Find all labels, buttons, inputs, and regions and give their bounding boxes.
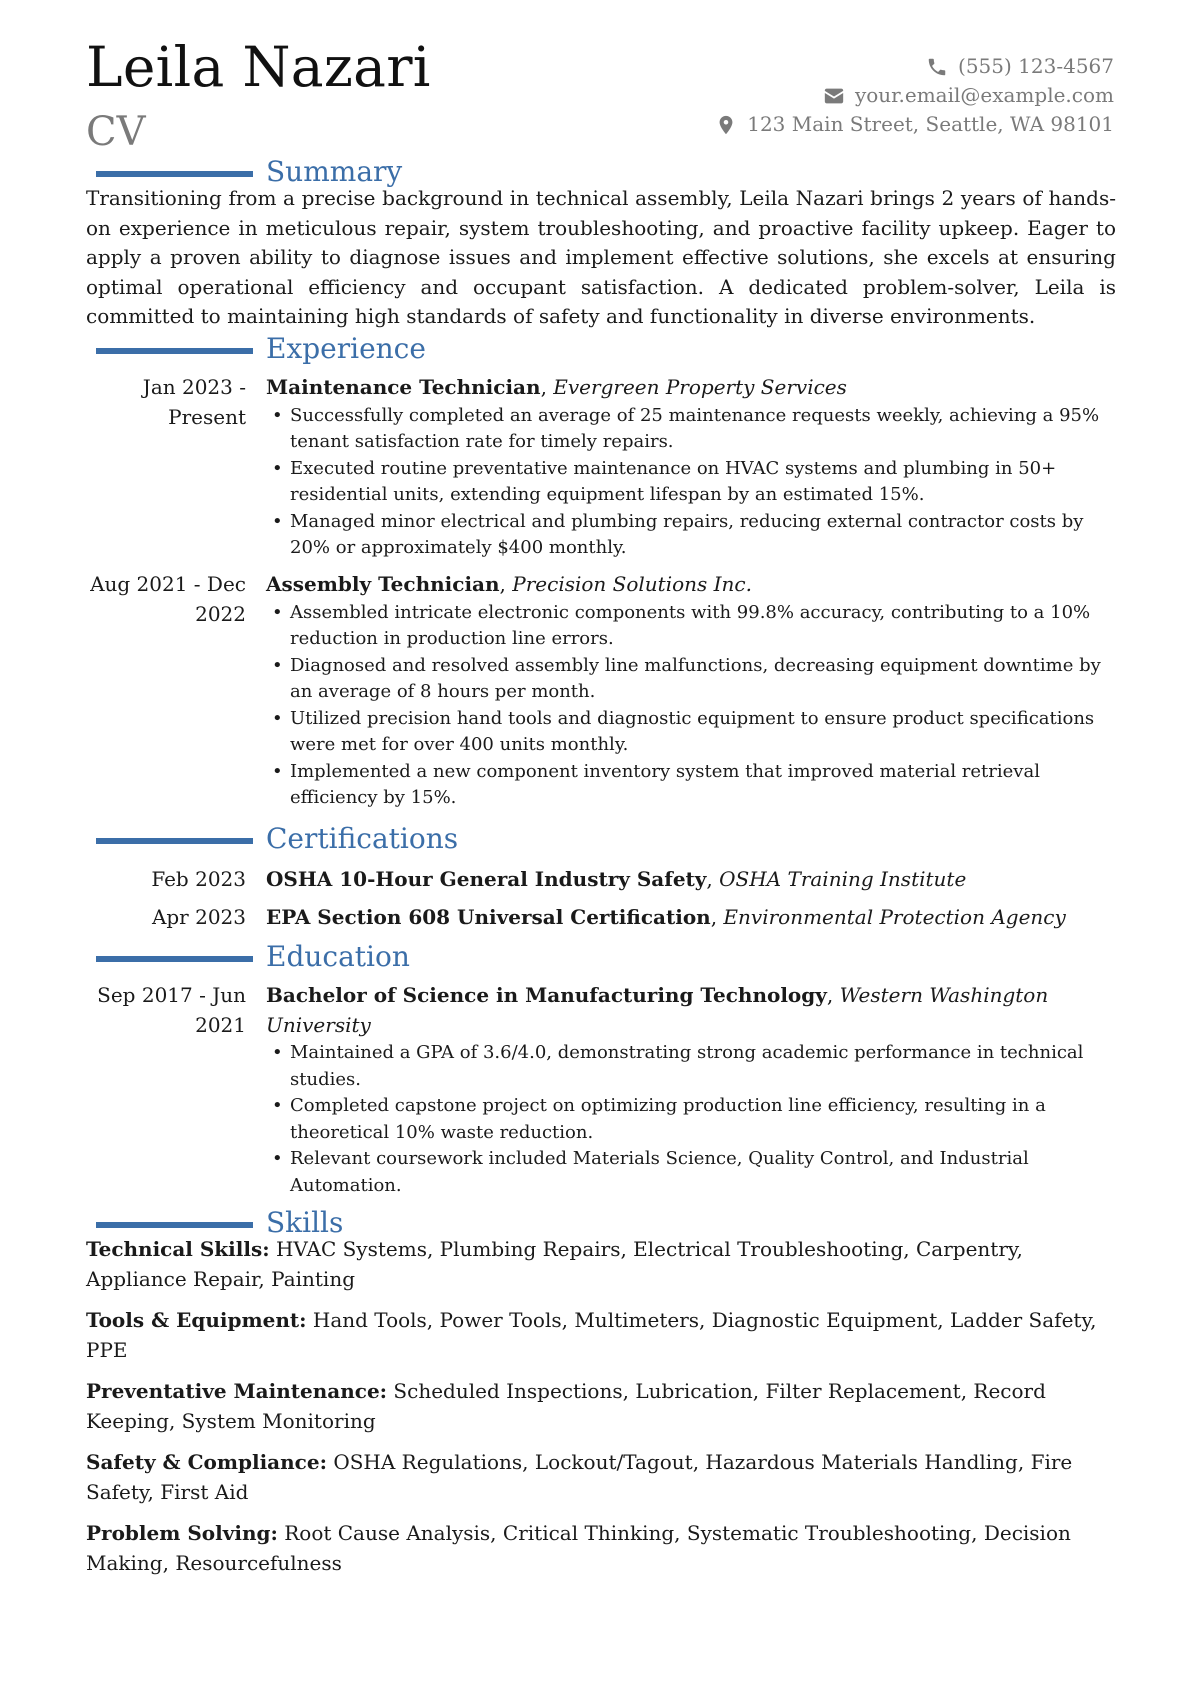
section-divider-bar	[96, 1222, 253, 1228]
certification-entry	[86, 902, 1116, 932]
skill-category: Problem Solving:	[86, 1521, 278, 1545]
skill-category: Safety & Compliance:	[86, 1450, 327, 1474]
skill-category: Technical Skills:	[86, 1237, 270, 1261]
entry-heading: Maintenance Technician, Evergreen Property Services	[266, 375, 847, 399]
contact-phone	[594, 52, 1114, 81]
section-divider-bar	[96, 838, 253, 844]
section-education-heading	[86, 940, 1116, 974]
entry-date: Sep 2017 - Jun 2021	[97, 983, 246, 1037]
bullet-item: • Diagnosed and resolved assembly line malfunctions, decreasing equipment downtime by an average of 8 hours per month.	[266, 653, 1108, 706]
entry-date: Feb 2023	[151, 867, 246, 891]
map-marker-icon	[715, 114, 737, 136]
bullet-item: • Implemented a new component inventory system that improved material retrieval efficiency by 15%.	[266, 759, 1108, 812]
section-certifications-heading	[86, 822, 1116, 856]
certification-entry	[86, 864, 1116, 894]
phone-text: (555) 123-4567	[958, 54, 1114, 78]
issuer-name: OSHA Training Institute	[719, 867, 967, 891]
section-title: Certifications	[266, 822, 459, 855]
skill-list: Scheduled Inspections, Lubrication, Filter Replacement, Record Keeping, System Monitoring	[86, 1379, 1046, 1433]
skill-list: Hand Tools, Power Tools, Multimeters, Diagnostic Equipment, Ladder Safety, PPE	[86, 1308, 1097, 1362]
job-title: Maintenance Technician	[266, 375, 541, 399]
employer-name: Precision Solutions Inc.	[512, 572, 752, 596]
entry-heading: EPA Section 608 Universal Certification, Environmental Protection Agency	[266, 905, 1066, 929]
envelope-icon	[823, 85, 845, 107]
candidate-name: Leila Nazari	[86, 35, 431, 99]
skill-list: Root Cause Analysis, Critical Thinking, Systematic Troubleshooting, Decision Making, Resourcefulness	[86, 1521, 1071, 1575]
phone-icon	[926, 56, 948, 78]
skill-group	[86, 1235, 1116, 1294]
skill-category: Preventative Maintenance:	[86, 1379, 388, 1403]
bullet-item: • Utilized precision hand tools and diagnostic equipment to ensure product specifications were met for over 400 units monthly.	[266, 706, 1108, 759]
skill-group	[86, 1306, 1116, 1365]
summary-text: Transitioning from a precise background in technical assembly, Leila Nazari brings 2 years of hands-on experience in meticulous repair, system troubleshooting, and proactive facility upkeep. Eager to apply a proven ability to diagnose issues and implement effective solutions, she excels at ensuring optimal operational efficiency and occupant satisfaction. A dedicated problem-solver, Leila is committed to maintaining high standards of safety and functionality in diverse environments.	[86, 186, 1116, 329]
skill-list: HVAC Systems, Plumbing Repairs, Electrical Troubleshooting, Carpentry, Appliance Repair, Painting	[86, 1237, 1023, 1291]
bullet-item: • Completed capstone project on optimizing production line efficiency, resulting in a theoretical 10% waste reduction.	[266, 1093, 1108, 1146]
skill-category: Tools & Equipment:	[86, 1308, 307, 1332]
bullet-item: • Assembled intricate electronic components with 99.8% accuracy, contributing to a 10% reduction in production line errors.	[266, 600, 1108, 653]
skill-list: OSHA Regulations, Lockout/Tagout, Hazardous Materials Handling, Fire Safety, First Aid	[86, 1450, 1073, 1504]
entry-date: Aug 2021 - Dec 2022	[90, 572, 246, 626]
skill-group	[86, 1377, 1116, 1436]
email-text: your.email@example.com	[854, 83, 1114, 107]
entry-heading: Bachelor of Science in Manufacturing Technology, Western Washington University	[266, 983, 1049, 1037]
bullet-list	[266, 1040, 1108, 1199]
employer-name: Evergreen Property Services	[553, 375, 847, 399]
entry-date: Jan 2023 - Present	[142, 375, 246, 429]
address-text: 123 Main Street, Seattle, WA 98101	[747, 112, 1114, 136]
skill-group	[86, 1448, 1116, 1507]
section-title: Education	[266, 940, 410, 973]
section-title: Experience	[266, 332, 426, 365]
contact-email	[594, 81, 1114, 110]
section-divider-bar	[96, 171, 253, 177]
entry-body	[266, 373, 1108, 562]
contact-address	[594, 110, 1114, 139]
entry-heading: OSHA 10-Hour General Industry Safety, OSHA Training Institute	[266, 867, 967, 891]
section-divider-bar	[96, 348, 253, 354]
certification-name: EPA Section 608 Universal Certification	[266, 905, 711, 929]
bullet-item: • Executed routine preventative maintenance on HVAC systems and plumbing in 50+ residential units, extending equipment lifespan by an estimated 15%.	[266, 456, 1108, 509]
bullet-item: • Managed minor electrical and plumbing repairs, reducing external contractor costs by 20% or approximately $400 monthly.	[266, 509, 1108, 562]
section-experience-heading	[86, 332, 1116, 366]
bullet-item: • Relevant coursework included Materials Science, Quality Control, and Industrial Automation.	[266, 1146, 1108, 1199]
section-title: Summary	[266, 155, 403, 188]
entry-body	[266, 981, 1108, 1199]
bullet-item: • Successfully completed an average of 25 maintenance requests weekly, achieving a 95% tenant satisfaction rate for timely repairs.	[266, 403, 1108, 456]
entry-date: Apr 2023	[151, 905, 246, 929]
entry-body	[266, 570, 1108, 812]
institution-name: Western Washington University	[266, 983, 1049, 1037]
bullet-item: • Maintained a GPA of 3.6/4.0, demonstrating strong academic performance in technical studies.	[266, 1040, 1108, 1093]
degree-name: Bachelor of Science in Manufacturing Technology	[266, 983, 827, 1007]
job-title: Assembly Technician	[266, 572, 500, 596]
issuer-name: Environmental Protection Agency	[723, 905, 1066, 929]
contact-block	[594, 52, 1114, 139]
certification-name: OSHA 10-Hour General Industry Safety	[266, 867, 707, 891]
section-divider-bar	[96, 956, 253, 962]
skill-group	[86, 1519, 1116, 1578]
bullet-list	[266, 403, 1108, 562]
section-title: Skills	[266, 1206, 344, 1239]
entry-heading: Assembly Technician, Precision Solutions Inc.	[266, 572, 752, 596]
bullet-list	[266, 600, 1108, 812]
document-subtitle: CV	[86, 109, 146, 155]
